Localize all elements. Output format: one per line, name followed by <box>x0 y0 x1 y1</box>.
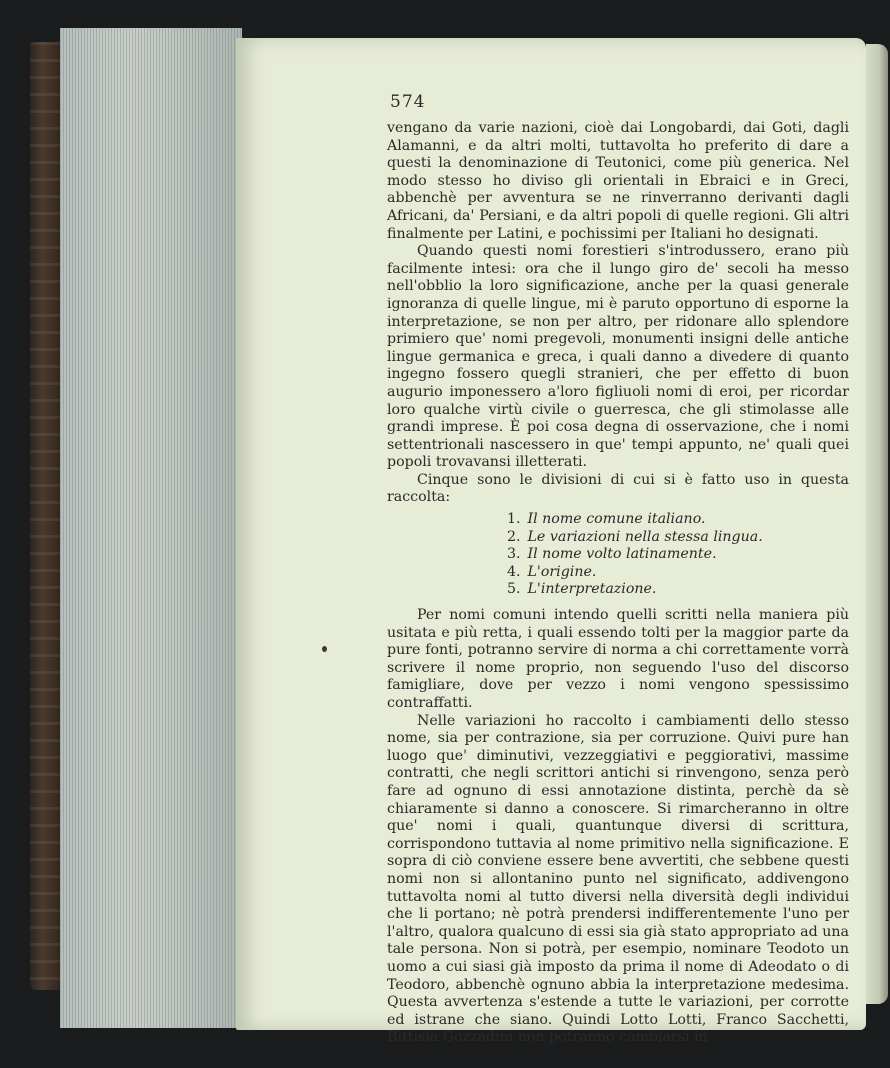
divisions-list <box>387 511 849 599</box>
paragraph-2: Quando questi nomi forestieri s'introdussero, erano più facilmente intesi: ora che il lungo giro de' secoli ha messo nell'obblio la loro significazione, anche per la quasi generale ignoranza di quelle lingue, mi è paruto opportuno di esporne la interpretazione, se non per altro, per ridonare allo splendore primiero que' nomi pregevoli, monumenti insigni delle antiche lingue germanica e greca, i quali danno a divedere di quanto ingegno fossero quegli stranieri, che per effetto di buon augurio imponessero a'loro figliuoli nomi di eroi, per ricordar loro qualche virtù civile o guerresca, che gli stimolasse alle grandi imprese. È poi cosa degna di osservazione, che i nomi settentrionali nascessero in que' tempi appunto, ne' quali quei popoli trovavansi illetterati. <box>387 243 849 471</box>
ink-spot <box>322 646 327 652</box>
list-item: 2. Le variazioni nella stessa lingua. <box>507 528 763 545</box>
list-item: 5. L'interpretazione. <box>507 581 657 598</box>
list-item: 3. Il nome volto latinamente. <box>507 546 717 563</box>
paragraph-3: Cinque sono le divisioni di cui si è fatto uso in questa raccolta: <box>387 471 849 506</box>
page-text <box>387 92 849 1047</box>
paragraph-4: Per nomi comuni intendo quelli scritti nella maniera più usitata e più retta, i quali essendo tolti per la maggior parte da pure fonti, potranno servire di norma a chi correttamente vorrà scrivere il nome proprio, non seguendo l'uso del discorso famigliare, dove per vezzo i nomi vengono spessissimo contraffatti. <box>387 607 849 711</box>
page-number: 574 <box>390 92 426 112</box>
list-item: 1. Il nome comune italiano. <box>507 511 706 528</box>
right-page-edge <box>866 44 888 1004</box>
paragraph-5: Nelle variazioni ho raccolto i cambiamenti dello stesso nome, sia per contrazione, sia per corruzione. Quivi pure han luogo que' diminutivi, vezzeggiativi e peggiorativi, massime contratti, che negli scrittori antichi si rinvengono, senza però fare ad ognuno di essi annotazione distinta, perchè da sè chiaramente si danno a conoscere. Si rimarcheranno in oltre que' nomi i quali, quantunque diversi di scrittura, corrispondono tuttavia al nome primitivo nella significazione. E sopra di ciò conviene essere bene avvertiti, che sebbene questi nomi non si allontanino punto nel significato, addivengono tuttavolta nomi al tutto diversi nella diversità degli individui che li portano; nè potrà prendersi indifferentemente l'uno per l'altro, qualora qualcuno di essi sia già stato appropriato ad una tale persona. Non si potrà, per esempio, nominare Teodoto un uomo a cui siasi già imposto da prima il nome di Adeodato o di Teodoro, abbenchè ognuno abbia la interpretazione medesima. Questa avvertenza s'estende a tutte le variazioni, per corrotte ed istrane che siano. Quindi Lotto Lotti, Franco Sacchetti, Bittisia Gozzadini non potranno cambiarsi in <box>387 712 849 1046</box>
page-block-edges <box>60 28 242 1028</box>
list-item: 4. L'origine. <box>507 563 597 580</box>
paragraph-1: vengano da varie nazioni, cioè dai Longobardi, dai Goti, dagli Alamanni, e da altri molti, tuttavolta ho preferito di dare a questi la denominazione di Teutonici, come più generica. Nel modo stesso ho diviso gli orientali in Ebraici e in Greci, abbenchè per avventura se ne rinverranno derivanti dagli Africani, da' Persiani, e da altri popoli di quelle regioni. Gli altri finalmente per Latini, e pochissimi per Italiani ho designati. <box>387 120 849 242</box>
